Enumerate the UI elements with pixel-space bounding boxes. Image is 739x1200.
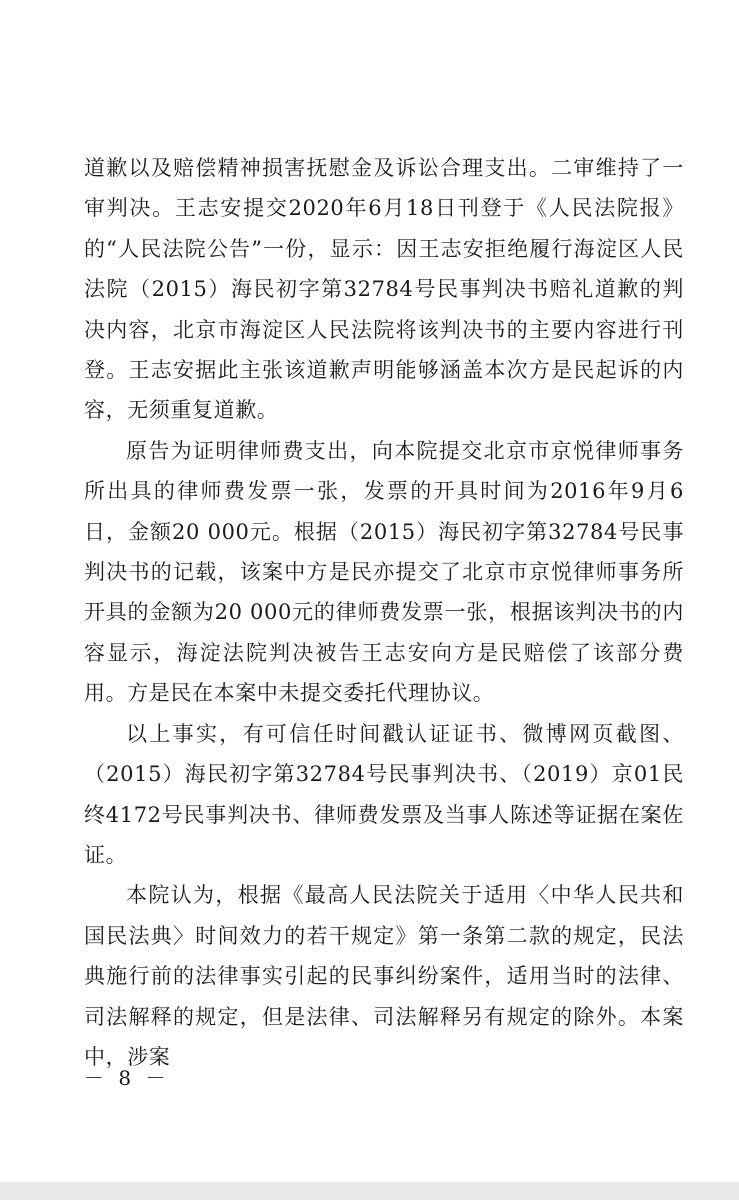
document-body bbox=[84, 148, 684, 1077]
paragraph-2: 原告为证明律师费支出，向本院提交北京市京悦律师事务所出具的律师费发票一张，发票的开具时间为2016年9月6日，金额20 000元。根据（2015）海民初字第32784号民事判决书的记载，该案中方是民亦提交了北京市京悦律师事务所开具的金额为20 000元的律师费发票一张，根据该判决书的内容显示，海淀法院判决被告王志安向方是民赔偿了该部分费用。方是民在本案中未提交委托代理协议。 bbox=[84, 438, 684, 706]
paragraph-3: 以上事实，有可信任时间戳认证证书、微博网页截图、（2015）海民初字第32784号民事判决书、（2019）京01民终4172号民事判决书、律师费发票及当事人陈述等证据在案佐证。 bbox=[84, 721, 684, 867]
viewer-bottom-edge bbox=[0, 1182, 739, 1200]
paragraph-4: 本院认为，根据《最高人民法院关于适用〈中华人民共和国民法典〉时间效力的若干规定》第一条第二款的规定，民法典施行前的法律事实引起的民事纠纷案件，适用当时的法律、司法解释的规定，但是法律、司法解释另有规定的除外。本案中，涉案 bbox=[84, 883, 684, 1069]
page-number: － 8 － bbox=[84, 1066, 170, 1090]
paragraph-1: 道歉以及赔偿精神损害抚慰金及诉讼合理支出。二审维持了一审判决。王志安提交2020年6月18日刊登于《人民法院报》的“人民法院公告”一份，显示：因王志安拒绝履行海淀区人民法院（2015）海民初字第32784号民事判决书赔礼道歉的判决内容，北京市海淀区人民法院将该判决书的主要内容进行刊登。王志安据此主张该道歉声明能够涵盖本次方是民起诉的内容，无须重复道歉。 bbox=[84, 156, 684, 423]
